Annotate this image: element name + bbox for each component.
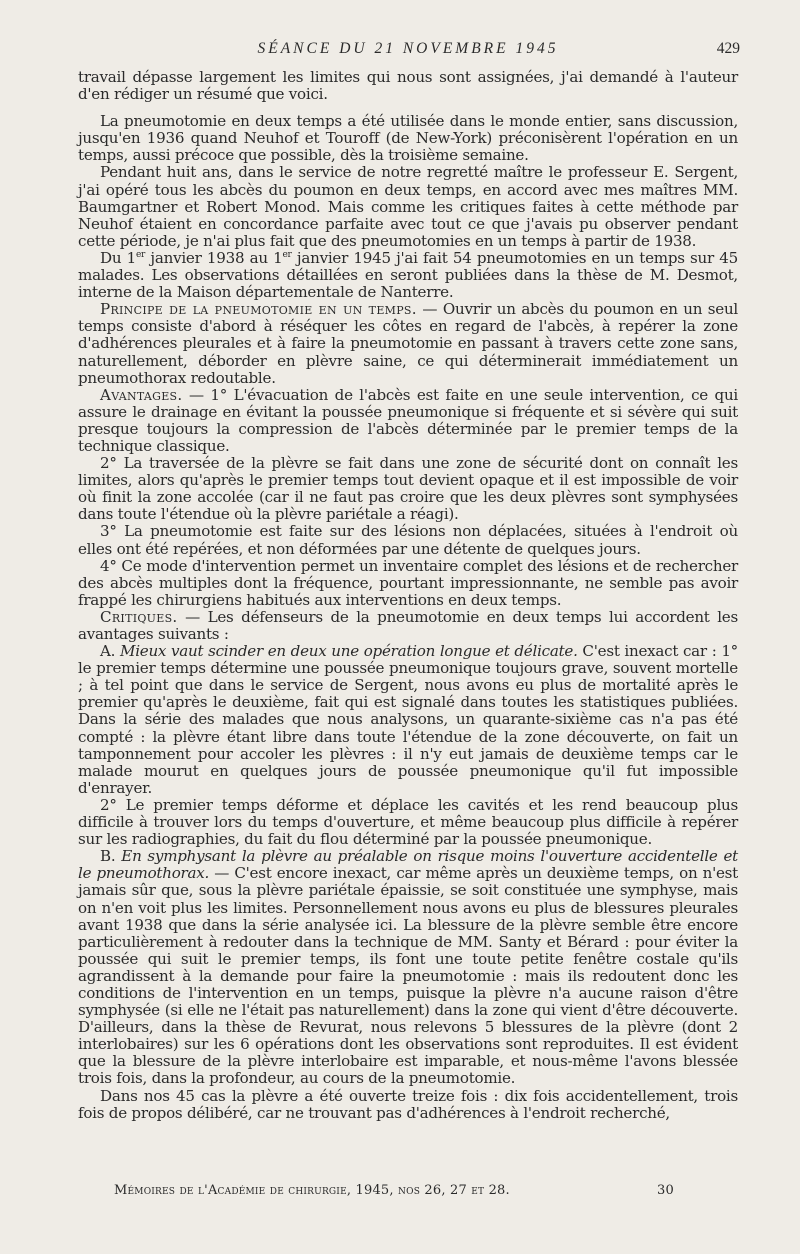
text-run: janvier 1938 au 1 [145,248,283,267]
paragraph-history: La pneumotomie en deux temps a été utilisée dans le monde entier, sans discussion, jusqu'en 1936 quand Neuhof et Touroff (de New-York) préconisèrent l'opération en un temps, aussi précoce que possible, dès la troisième semaine. [78,112,738,165]
text-run: — C'est encore inexact, car même après un deuxième temps, on n'est jamais sûr que, sous la plèvre pariétale épaissie, se soit constituée une symphyse, mais on n'en voit plus les limites. Personnellement nous avons eu plus de blessures pleurales avant 1938 que dans la série analysée ici. La blessure de la plèvre semble être encore particulièrement à redouter dans la technique de MM. Santy et Bérard : pour éviter la poussée qui suit le premier temps, ils font une toute petite fenêtre costale qu'ils agrandissent à la demande pour faire la pneumotomie : mais ils redoutent donc les conditions de l'intervention en un temps, puisque la plèvre n'a aucune raison d'être symphysée (si elle ne l'était pas naturellement) dans la zone qui vient d'être découverte. D'ailleurs, dans la thèse de Revurat, nous relevons 5 blessures de la plèvre (dont 2 interlobaires) sur les 6 opérations dont les observations sont reproduites. Il est évident que la blessure de la plèvre interlobaire est imparable, et nous-même l'avons blessée trois fois, dans la profondeur, au cours de la pneumotomie. [78,864,738,1088]
paragraph-principle [78,301,738,386]
paragraph-cases: Dans nos 45 cas la plèvre a été ouverte treize fois : dix fois accidentellement, trois fois de propos délibéré, car ne trouvant pas d'adhérences à l'endroit recherché, [78,1086,738,1122]
italic-claim: Mieux vaut scinder en deux une opération longue et délicate. [120,642,578,661]
italic-claim: En symphysant la plèvre au préalable on risque moins l'ouverture accidentelle et le pneumothorax. [78,847,738,883]
section-heading: Critiques. [100,607,178,626]
paragraph-advantages [78,387,738,455]
body-text [78,69,738,1122]
section-heading: Principe de la pneumotomie en un temps. [100,300,417,319]
text-run: — 1° L'évacuation de l'abcès est faite en une seule intervention, ce qui assure le drainage en évitant la poussée pneumonique si fréquente et si sévère qui suit presque toujours la compression de l'abcès déterminée par le premier temps de la technique classique. [78,385,738,455]
signature-mark: 30 [657,1183,674,1198]
paragraph-critique-a [78,643,738,797]
text-run: B. [100,847,122,866]
paragraph-advantage-3: 3° La pneumotomie est faite sur des lésions non déplacées, situées à l'endroit où elles ont été repérées, et non déformées par une détente de quelques jours. [78,522,738,558]
section-heading: Avantages. [100,385,183,404]
text-run: — Ouvrir un abcès du poumon en un seul temps consiste d'abord à réséquer les côtes en regard de l'abcès, à repérer la zone d'adhérences pleurales et à faire la pneumotomie en passant à travers cette zone sans, naturellement, déborder en plèvre saine, ce qui déterminerait immédiatement un pneumothorax redoutable. [78,300,739,387]
text-run: A. [100,642,120,661]
page-number: 429 [716,40,740,57]
paragraph-critique-a-2: 2° Le premier temps déforme et déplace les cavités et les rend beaucoup plus difficile à trouver lors du temps d'ouverture, et même beaucoup plus difficile à repérer sur les radiographies, du fait du flou déterminé par la poussée pneumonique. [78,795,738,849]
text-run: — Les défenseurs de la pneumotomie en deux temps lui accordent les avantages suivants : [78,607,738,643]
paragraph-advantage-4: 4° Ce mode d'intervention permet un inventaire complet des lésions et de rechercher des abcès multiples dont la fréquence, pourtant impressionnante, ne semble pas avoir frappé les chirurgiens habitués aux interventions en deux temps. [78,556,738,609]
text-run: Du 1 [100,248,136,267]
running-title: SÉANCE DU 21 NOVEMBRE 1945 [257,40,559,57]
paragraph-advantage-2: 2° La traversée de la plèvre se fait dans une zone de sécurité dont on connaît les limites, alors qu'après le premier temps tout devient opaque et il est impossible de voir où finit la zone accolée (car il ne faut pas croire que les deux plèvres sont symphysées dans toute l'étendue où la plèvre pariétale a réagi). [78,454,738,524]
paragraph-critiques [78,609,738,643]
paragraph-series [78,250,738,301]
running-head [78,40,738,64]
paragraph-experience: Pendant huit ans, dans le service de notre regretté maître le professeur E. Sergent, j'ai opéré tous les abcès du poumon en deux temps, en accord avec mes maîtres MM. Baumgartner et Robert Monod. Mais comme les critiques faites à cette méthode par Neuhof étaient en concordance parfaite avec tout ce que j'avais pu observer pendant cette période, je n'ai plus fait que des pneumotomies en un temps à partir de 1938. [78,163,738,250]
journal-citation: Mémoires de l'Académie de chirurgie, 1945, nos 26, 27 et 28. [114,1183,510,1198]
superscript: er [135,249,146,260]
text-run: C'est inexact car : 1° le premier temps détermine une poussée pneumonique toujours grave, souvent mortelle ; à tel point que dans le service de Sergent, nous avons eu plus de mortalité après le premier qu'après le deuxième, fait qui est signalé dans toutes les statistiques publiées. Dans la série des malades que nous analysons, un quarante-sixième cas n'a pas été compté : la plèvre étant libre dans toute l'étendue de la zone découverte, on fait un tamponnement pour accoler les plèvres : il n'y eut jamais de deuxième temps car le malade mourut en quelques jours de poussée pneumonique qu'il fut impossible d'enrayer. [78,642,738,797]
paragraph-critique-b [78,848,738,1087]
text-run: janvier 1945 j'ai fait 54 pneumotomies en un temps sur 45 malades. Les observations détaillées en seront publiées dans la thèse de M. Desmot, interne de la Maison départementale de Nanterre. [78,248,738,302]
superscript: er [282,249,292,260]
footer [114,1183,674,1203]
paragraph-continuation: travail dépasse largement les limites qui nous sont assignées, j'ai demandé à l'auteur d'en rédiger un résumé que voici. [78,68,738,104]
